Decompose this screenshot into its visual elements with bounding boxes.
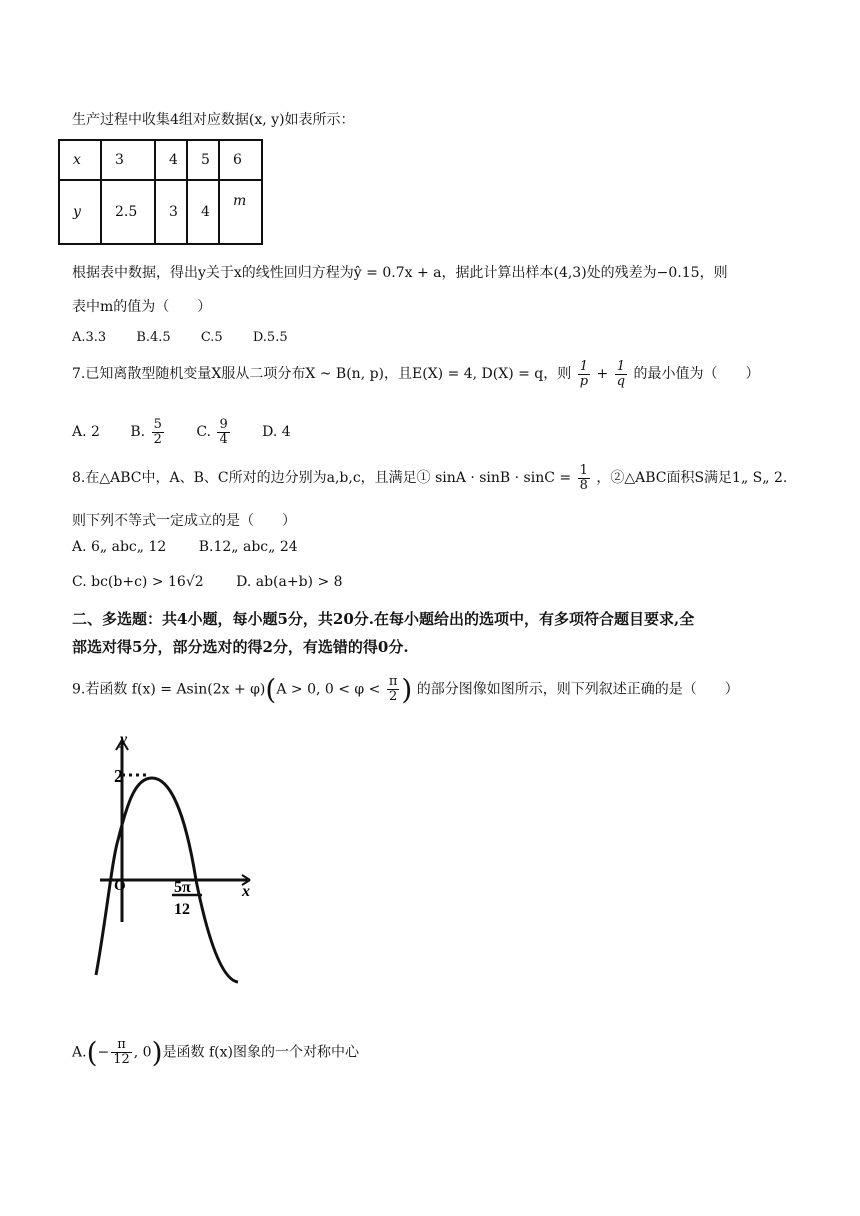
q9-option-a-fraction: $\frac{\pi}{12}$ bbox=[113, 1037, 130, 1067]
q7-stem-a: 7.已知离散型随机变量X服从二项分布X ~ B(n, p)，且E(X) = 4, D(X) = q，则 bbox=[72, 366, 572, 383]
table-cell: 2.5 bbox=[101, 180, 155, 244]
q9-option-a-comma-zero: , 0 bbox=[133, 1044, 152, 1061]
zero-label-denominator: 12 bbox=[174, 901, 190, 918]
q9-option-a-text: 是函数 f(x)图象的一个对称中心 bbox=[162, 1044, 359, 1061]
q7-options bbox=[72, 418, 291, 446]
q9-option-a-minus: − bbox=[97, 1044, 110, 1061]
table-cell: 6 bbox=[219, 140, 262, 180]
q9-option-a-paren-close: ) bbox=[151, 1036, 163, 1069]
q7-option-b-label: B. bbox=[130, 424, 146, 441]
section-header-line1: 二、多选题：共4小题，每小题5分，共20分.在每小题给出的选项中，有多项符合题目要求,全 bbox=[72, 610, 695, 628]
q7-stem bbox=[72, 360, 759, 388]
q8-line2: 则下列不等式一定成立的是（ ） bbox=[72, 513, 296, 529]
q8-fraction: $\frac{1}{8}$ bbox=[579, 463, 588, 493]
q6-line2: 表中m的值为（ ） bbox=[72, 299, 212, 315]
q9-paren-close: ) bbox=[401, 673, 413, 706]
q9-condition-fraction: $\frac{\pi}{2}$ bbox=[388, 674, 398, 704]
table-header-x: x bbox=[59, 140, 101, 180]
x-axis-label: x bbox=[242, 883, 250, 900]
q7-option-a: A. 2 bbox=[72, 424, 100, 441]
q7-fraction-1: $\frac{1}{p}$ bbox=[579, 359, 589, 389]
q8-stem-b: ，②△ABC面积S满足1„ S„ 2. bbox=[596, 470, 788, 487]
q7-fraction-2: $\frac{1}{q}$ bbox=[616, 359, 626, 389]
q8-stem-a: 8.在△ABC中，A、B、C所对的边分别为a,b,c，且满足① sinA · sinB · sinC = bbox=[72, 470, 572, 487]
q9-option-a-label: A. bbox=[72, 1044, 87, 1061]
q8-stem bbox=[72, 464, 787, 492]
table-cell: m bbox=[219, 180, 262, 244]
q7-option-d: D. 4 bbox=[262, 424, 291, 441]
q7-stem-b: 的最小值为（ ） bbox=[633, 366, 760, 383]
zero-label-numerator: 5π bbox=[174, 879, 191, 896]
q9-stem bbox=[72, 673, 739, 706]
section-header-line2: 部选对得5分，部分选对的得2分，有选错的得0分. bbox=[72, 638, 409, 656]
q8-options-cd: C. bc(b+c) > 16√2 D. ab(a+b) > 8 bbox=[72, 574, 343, 590]
q9-paren-open: ( bbox=[265, 673, 277, 706]
q9-option-a bbox=[72, 1036, 359, 1069]
q7-option-b-fraction: $\frac{5}{2}$ bbox=[153, 417, 162, 447]
function-graph bbox=[92, 730, 262, 1000]
data-table bbox=[58, 139, 263, 245]
peak-value-label: 2 bbox=[114, 766, 123, 786]
table-cell: 4 bbox=[155, 140, 187, 180]
table-header-y: y bbox=[59, 180, 101, 244]
q6-line1: 根据表中数据，得出y关于x的线性回归方程为ŷ = 0.7x + a，据此计算出样本(4,3)处的残差为−0.15，则 bbox=[72, 265, 728, 281]
table-cell: 4 bbox=[187, 180, 219, 244]
y-axis-label: y bbox=[120, 731, 128, 748]
q6-options: A.3.3 B.4.5 C.5 D.5.5 bbox=[72, 330, 288, 345]
q7-option-c-label: C. bbox=[196, 424, 211, 441]
q8-options-ab: A. 6„ abc„ 12 B.12„ abc„ 24 bbox=[72, 539, 298, 555]
q9-stem-b: 的部分图像如图所示，则下列叙述正确的是（ ） bbox=[416, 681, 739, 698]
intro-text: 生产过程中收集4组对应数据(x, y)如表所示： bbox=[72, 112, 355, 128]
q9-condition: A > 0, 0 < φ < bbox=[276, 681, 381, 698]
table-cell: 3 bbox=[101, 140, 155, 180]
q9-option-a-paren-open: ( bbox=[86, 1036, 98, 1069]
origin-label: O bbox=[114, 878, 126, 894]
table-cell: 3 bbox=[155, 180, 187, 244]
q7-plus: + bbox=[596, 366, 609, 383]
q7-option-c-fraction: $\frac{9}{4}$ bbox=[219, 417, 228, 447]
q9-stem-a: 9.若函数 f(x) = Asin(2x + φ) bbox=[72, 681, 266, 698]
table-cell: 5 bbox=[187, 140, 219, 180]
